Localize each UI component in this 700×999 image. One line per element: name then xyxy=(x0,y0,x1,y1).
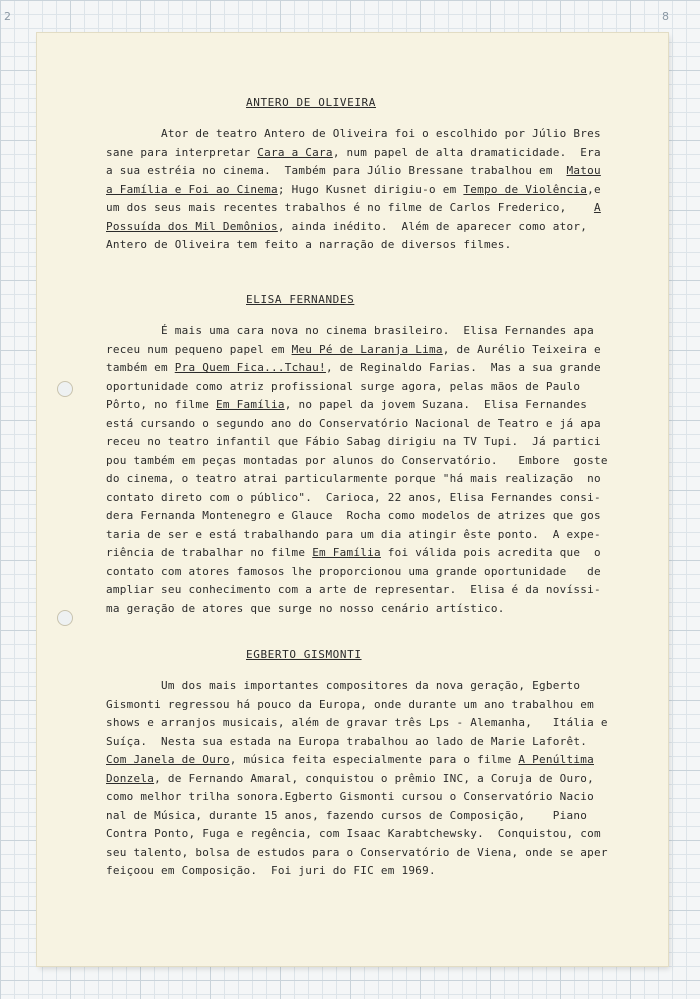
text-run: oportunidade como atriz profissional surge agora, pelas mãos de Paulo xyxy=(106,379,581,393)
text-line xyxy=(106,696,646,715)
underlined-title: a Família e Foi ao Cinema xyxy=(106,182,278,196)
text-line xyxy=(106,844,646,863)
underlined-title: Em Família xyxy=(215,398,285,411)
grid-scale-mark: 8 xyxy=(662,10,669,23)
text-run: seu talento, bolsa de estudos para o Conservatório de Viena, onde se aper xyxy=(106,845,608,859)
text-run: Pôrto, no filme xyxy=(106,398,216,411)
text-run: pou também em peças montadas por alunos do Conservatório. Embore goste xyxy=(106,453,608,467)
section-heading: EGBERTO GISMONTI xyxy=(246,648,362,661)
text-run: feiçoou em Composição. Foi juri do FIC em 1969. xyxy=(106,864,436,877)
text-run: ; Hugo Kusnet dirigiu-o em xyxy=(277,182,464,196)
text-run: Gismonti regressou há pouco da Europa, onde durante um ano trabalhou em xyxy=(106,697,594,711)
text-line xyxy=(106,581,646,600)
text-run: sane para interpretar xyxy=(106,145,258,159)
text-run: do cinema, o teatro atrai particularmente porque "há mais realização no xyxy=(106,472,601,485)
text-run: , no papel da jovem Suzana. Elisa Fernandes xyxy=(284,398,588,411)
section-heading: ANTERO DE OLIVEIRA xyxy=(246,96,377,109)
text-line xyxy=(106,862,646,881)
text-line xyxy=(106,162,646,181)
section-body xyxy=(106,677,646,881)
text-line xyxy=(106,788,646,807)
section-elisa-fernandes xyxy=(106,293,646,618)
text-line xyxy=(106,807,646,826)
underlined-title: Possuída dos Mil Demônios xyxy=(106,219,278,233)
text-line xyxy=(106,452,646,471)
text-line xyxy=(106,144,646,163)
underlined-title: A xyxy=(593,201,601,214)
text-line xyxy=(106,770,646,789)
text-run: riência de trabalhar no filme xyxy=(106,546,313,559)
text-run: Suíça. Nesta sua estada na Europa trabalhou ao lado de Marie Laforêt. xyxy=(106,734,588,748)
section-body xyxy=(106,125,646,255)
text-line xyxy=(106,563,646,582)
text-run: foi válida pois acredita que o xyxy=(380,546,601,559)
text-line xyxy=(106,125,646,144)
text-run: É mais uma cara nova no cinema brasileiro. Elisa Fernandes apa xyxy=(106,324,594,337)
text-line xyxy=(106,714,646,733)
text-run: está cursando o segundo ano do Conservatório Nacional de Teatro e já apa xyxy=(106,416,601,430)
text-run: um dos seus mais recentes trabalhos é no filme de Carlos Frederico, xyxy=(106,201,594,214)
text-line xyxy=(106,415,646,434)
underlined-title: Com Janela de Ouro xyxy=(106,753,230,766)
typewritten-page xyxy=(37,33,668,966)
text-run: Ator de teatro Antero de Oliveira foi o escolhido por Júlio Bres xyxy=(106,127,601,140)
text-run: também em xyxy=(106,361,175,374)
underlined-title: A Penúltima xyxy=(518,753,594,766)
grid-scale-mark: 2 xyxy=(4,10,11,23)
section-antero-de-oliveira xyxy=(106,96,646,255)
text-run: , num papel de alta dramaticidade. Era xyxy=(332,145,601,159)
text-run: como melhor trilha sonora.Egberto Gismonti cursou o Conservatório Nacio xyxy=(106,790,594,803)
text-line xyxy=(106,544,646,563)
underlined-title: Meu Pé de Laranja Lima xyxy=(291,342,443,356)
section-body xyxy=(106,322,646,618)
text-line xyxy=(106,433,646,452)
section-egberto-gismonti xyxy=(106,648,646,881)
text-run: dera Fernanda Montenegro e Glauce Rocha como modelos de atrizes que gos xyxy=(106,509,601,522)
underlined-title: Tempo de Violência xyxy=(463,182,588,196)
text-line xyxy=(106,677,646,696)
text-line xyxy=(106,396,646,415)
text-line xyxy=(106,322,646,341)
text-run: , de Fernando Amaral, conquistou o prêmio INC, a Coruja de Ouro, xyxy=(154,771,594,785)
text-line xyxy=(106,236,646,255)
punch-hole xyxy=(57,381,73,397)
text-run: shows e arranjos musicais, além de gravar três Lps - Alemanha, Itália e xyxy=(106,716,608,729)
text-line xyxy=(106,341,646,360)
text-line xyxy=(106,199,646,218)
text-run: contato com atores famosos lhe proporcionou uma grande oportunidade de xyxy=(106,564,601,578)
punch-hole xyxy=(57,610,73,626)
text-run: ampliar seu conhecimento com a arte de representar. Elisa é da novíssi- xyxy=(106,583,601,596)
text-run: , de Reginaldo Farias. Mas a sua grande xyxy=(325,361,601,374)
text-line xyxy=(106,751,646,770)
text-run: nal de Música, durante 15 anos, fazendo cursos de Composição, Piano xyxy=(106,808,588,822)
text-line xyxy=(106,489,646,508)
underlined-title: Donzela xyxy=(106,771,155,785)
underlined-title: Em Família xyxy=(312,546,381,559)
text-run: contato direto com o público". Carioca, 22 anos, Elisa Fernandes consi- xyxy=(106,490,601,504)
section-heading: ELISA FERNANDES xyxy=(246,293,355,306)
text-line xyxy=(106,733,646,752)
text-line xyxy=(106,218,646,237)
text-run: Antero de Oliveira tem feito a narração de diversos filmes. xyxy=(106,238,512,251)
text-line xyxy=(106,359,646,378)
text-run: Contra Ponto, Fuga e regência, com Isaac Karabtchewsky. Conquistou, com xyxy=(106,827,601,840)
text-run: receu no teatro infantil que Fábio Sabag dirigiu na TV Tupi. Já partici xyxy=(106,435,601,448)
text-run: a sua estréia no cinema. Também para Júlio Bressane trabalhou em xyxy=(106,164,567,177)
underlined-title: Matou xyxy=(566,164,601,177)
text-run: , música feita especialmente para o filme xyxy=(229,753,519,766)
text-line xyxy=(106,526,646,545)
text-line xyxy=(106,600,646,619)
text-line xyxy=(106,181,646,200)
text-run: receu num pequeno papel em xyxy=(106,342,292,356)
text-run: taria de ser e está trabalhando para um dia atingir êste ponto. A expe- xyxy=(106,527,601,541)
text-run: , ainda inédito. Além de aparecer como ator, xyxy=(277,219,588,233)
text-run: , de Aurélio Teixeira e xyxy=(442,342,601,356)
text-line xyxy=(106,507,646,526)
text-line xyxy=(106,378,646,397)
text-run: ,e xyxy=(587,182,601,196)
text-line xyxy=(106,825,646,844)
text-line xyxy=(106,470,646,489)
text-run: Um dos mais importantes compositores da nova geração, Egberto xyxy=(106,679,581,692)
underlined-title: Pra Quem Fica...Tchau! xyxy=(174,361,326,374)
underlined-title: Cara a Cara xyxy=(257,145,333,159)
text-run: ma geração de atores que surge no nosso cenário artístico. xyxy=(106,601,505,615)
